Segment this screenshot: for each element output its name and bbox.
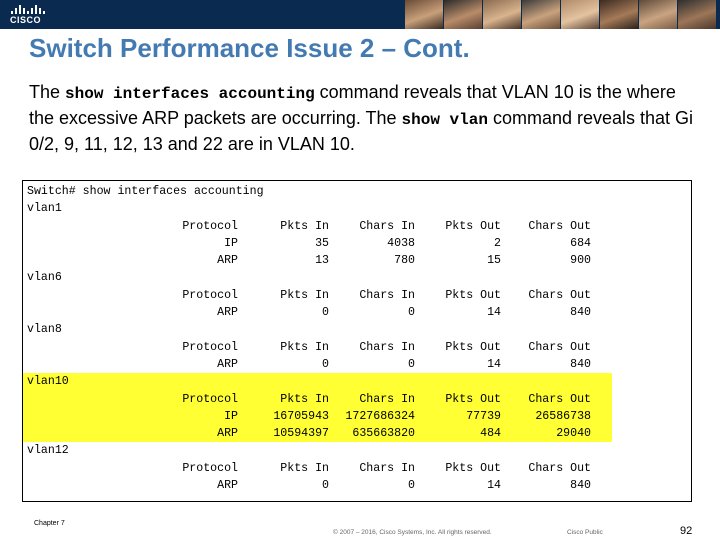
accounting-row bbox=[27, 356, 667, 373]
header-photo bbox=[483, 0, 521, 29]
vlan-block-vlan6 bbox=[27, 269, 667, 321]
header-photo bbox=[678, 0, 716, 29]
cell-pkts-out: 15 bbox=[487, 254, 501, 268]
accounting-row bbox=[27, 477, 667, 494]
console-output bbox=[27, 183, 667, 494]
paragraph-text: command reveals that VLAN 10 is the where the excessive ARP packets are occurring. The bbox=[29, 82, 676, 128]
cell-chars-in: 635663820 bbox=[352, 427, 415, 441]
header-photo bbox=[561, 0, 599, 29]
accounting-header-row bbox=[27, 339, 667, 356]
accounting-row bbox=[27, 408, 667, 425]
cisco-logo bbox=[10, 5, 50, 25]
command-code: show interfaces accounting bbox=[65, 85, 315, 103]
paragraph-text: The bbox=[29, 82, 66, 102]
cell-pkts-out: 77739 bbox=[466, 409, 501, 423]
vlan-block-vlan8 bbox=[27, 321, 667, 373]
header-photo bbox=[444, 0, 482, 29]
cell-chars-in: Chars In bbox=[359, 461, 415, 475]
classification-label: Cisco Public bbox=[567, 529, 603, 536]
chapter-label: Chapter 7 bbox=[34, 520, 65, 527]
cell-chars-in: 780 bbox=[394, 254, 415, 268]
accounting-row bbox=[27, 304, 667, 321]
cell-chars-in: 1727686324 bbox=[345, 409, 415, 423]
cell-protocol: ARP bbox=[217, 427, 238, 441]
cell-pkts-out: 14 bbox=[487, 306, 501, 320]
accounting-row bbox=[27, 252, 667, 269]
cell-pkts-in: Pkts In bbox=[280, 461, 329, 475]
page-number: 92 bbox=[680, 525, 693, 537]
cell-pkts-in: 13 bbox=[315, 254, 329, 268]
accounting-header-row bbox=[27, 391, 667, 408]
description-paragraph bbox=[29, 80, 699, 156]
cell-pkts-in: Pkts In bbox=[280, 288, 329, 302]
cell-pkts-out: 14 bbox=[487, 357, 501, 371]
vlan-name: vlan10 bbox=[27, 375, 69, 389]
accounting-row bbox=[27, 235, 667, 252]
cell-chars-out: 29040 bbox=[556, 427, 591, 441]
cell-pkts-out: 14 bbox=[487, 479, 501, 493]
vlan-block-vlan1 bbox=[27, 200, 667, 269]
cisco-logo-text: CISCO bbox=[10, 15, 42, 25]
cell-chars-in: Chars In bbox=[359, 288, 415, 302]
cell-chars-out: Chars Out bbox=[528, 219, 591, 233]
cell-pkts-in: 10594397 bbox=[273, 427, 329, 441]
cell-chars-in: Chars In bbox=[359, 340, 415, 354]
vlan-name: vlan6 bbox=[27, 271, 62, 285]
cell-chars-out: 840 bbox=[570, 306, 591, 320]
vlan-name: vlan1 bbox=[27, 202, 62, 216]
accounting-header-row bbox=[27, 287, 667, 304]
vlan-name: vlan8 bbox=[27, 323, 62, 337]
cell-pkts-out: Pkts Out bbox=[445, 461, 501, 475]
cell-chars-out: Chars Out bbox=[528, 288, 591, 302]
copyright-text: © 2007 – 2016, Cisco Systems, Inc. All rights reserved. bbox=[333, 529, 492, 536]
cell-chars-in: Chars In bbox=[359, 392, 415, 406]
cell-pkts-in: 35 bbox=[315, 236, 329, 250]
cell-pkts-in: 0 bbox=[322, 479, 329, 493]
cell-chars-in: Chars In bbox=[359, 219, 415, 233]
cell-pkts-out: Pkts Out bbox=[445, 392, 501, 406]
header-photo bbox=[522, 0, 560, 29]
cell-pkts-in: 0 bbox=[322, 357, 329, 371]
cell-chars-out: 900 bbox=[570, 254, 591, 268]
cell-pkts-out: Pkts Out bbox=[445, 340, 501, 354]
slide-title: Switch Performance Issue 2 – Cont. bbox=[29, 33, 470, 63]
cell-chars-out: 26586738 bbox=[535, 409, 591, 423]
console-output-box bbox=[22, 180, 692, 502]
cell-protocol: Protocol bbox=[182, 219, 238, 233]
cell-chars-out: 840 bbox=[570, 357, 591, 371]
cell-protocol: Protocol bbox=[182, 340, 238, 354]
accounting-row bbox=[27, 425, 667, 442]
cell-pkts-in: 0 bbox=[322, 306, 329, 320]
cell-pkts-out: 484 bbox=[480, 427, 501, 441]
cell-protocol: Protocol bbox=[182, 392, 238, 406]
cell-pkts-in: Pkts In bbox=[280, 219, 329, 233]
cell-protocol: ARP bbox=[217, 254, 238, 268]
cell-protocol: ARP bbox=[217, 479, 238, 493]
accounting-header-row bbox=[27, 460, 667, 477]
header-photo bbox=[600, 0, 638, 29]
vlan-block-vlan10 bbox=[23, 373, 612, 442]
cell-chars-in: 0 bbox=[408, 306, 415, 320]
cell-chars-in: 0 bbox=[408, 357, 415, 371]
cell-chars-in: 4038 bbox=[387, 236, 415, 250]
header-photo bbox=[405, 0, 443, 29]
cell-pkts-out: Pkts Out bbox=[445, 219, 501, 233]
cell-chars-in: 0 bbox=[408, 479, 415, 493]
cisco-logo-bars-icon bbox=[10, 5, 50, 14]
header-photo-strip bbox=[405, 0, 716, 29]
cell-pkts-in: Pkts In bbox=[280, 392, 329, 406]
paragraph-text: command reveals that Gi 0/2, 9, 11, 12, 13 and 22 are in VLAN 10. bbox=[29, 108, 694, 154]
cell-chars-out: Chars Out bbox=[528, 340, 591, 354]
cell-protocol: ARP bbox=[217, 357, 238, 371]
accounting-header-row bbox=[27, 218, 667, 235]
cell-chars-out: Chars Out bbox=[528, 461, 591, 475]
cell-pkts-out: Pkts Out bbox=[445, 288, 501, 302]
header-band bbox=[0, 0, 720, 29]
command-code: show vlan bbox=[401, 111, 488, 129]
cell-protocol: IP bbox=[224, 409, 238, 423]
cell-chars-out: Chars Out bbox=[528, 392, 591, 406]
vlan-name: vlan12 bbox=[27, 444, 69, 458]
cell-pkts-in: 16705943 bbox=[273, 409, 329, 423]
cell-chars-out: 840 bbox=[570, 479, 591, 493]
cell-protocol: ARP bbox=[217, 306, 238, 320]
console-command-line: Switch# show interfaces accounting bbox=[27, 185, 264, 198]
vlan-block-vlan12 bbox=[27, 442, 667, 494]
header-photo bbox=[639, 0, 677, 29]
cell-pkts-in: Pkts In bbox=[280, 340, 329, 354]
cell-protocol: Protocol bbox=[182, 461, 238, 475]
cell-protocol: IP bbox=[224, 236, 238, 250]
cell-pkts-out: 2 bbox=[494, 236, 501, 250]
cell-protocol: Protocol bbox=[182, 288, 238, 302]
cell-chars-out: 684 bbox=[570, 236, 591, 250]
